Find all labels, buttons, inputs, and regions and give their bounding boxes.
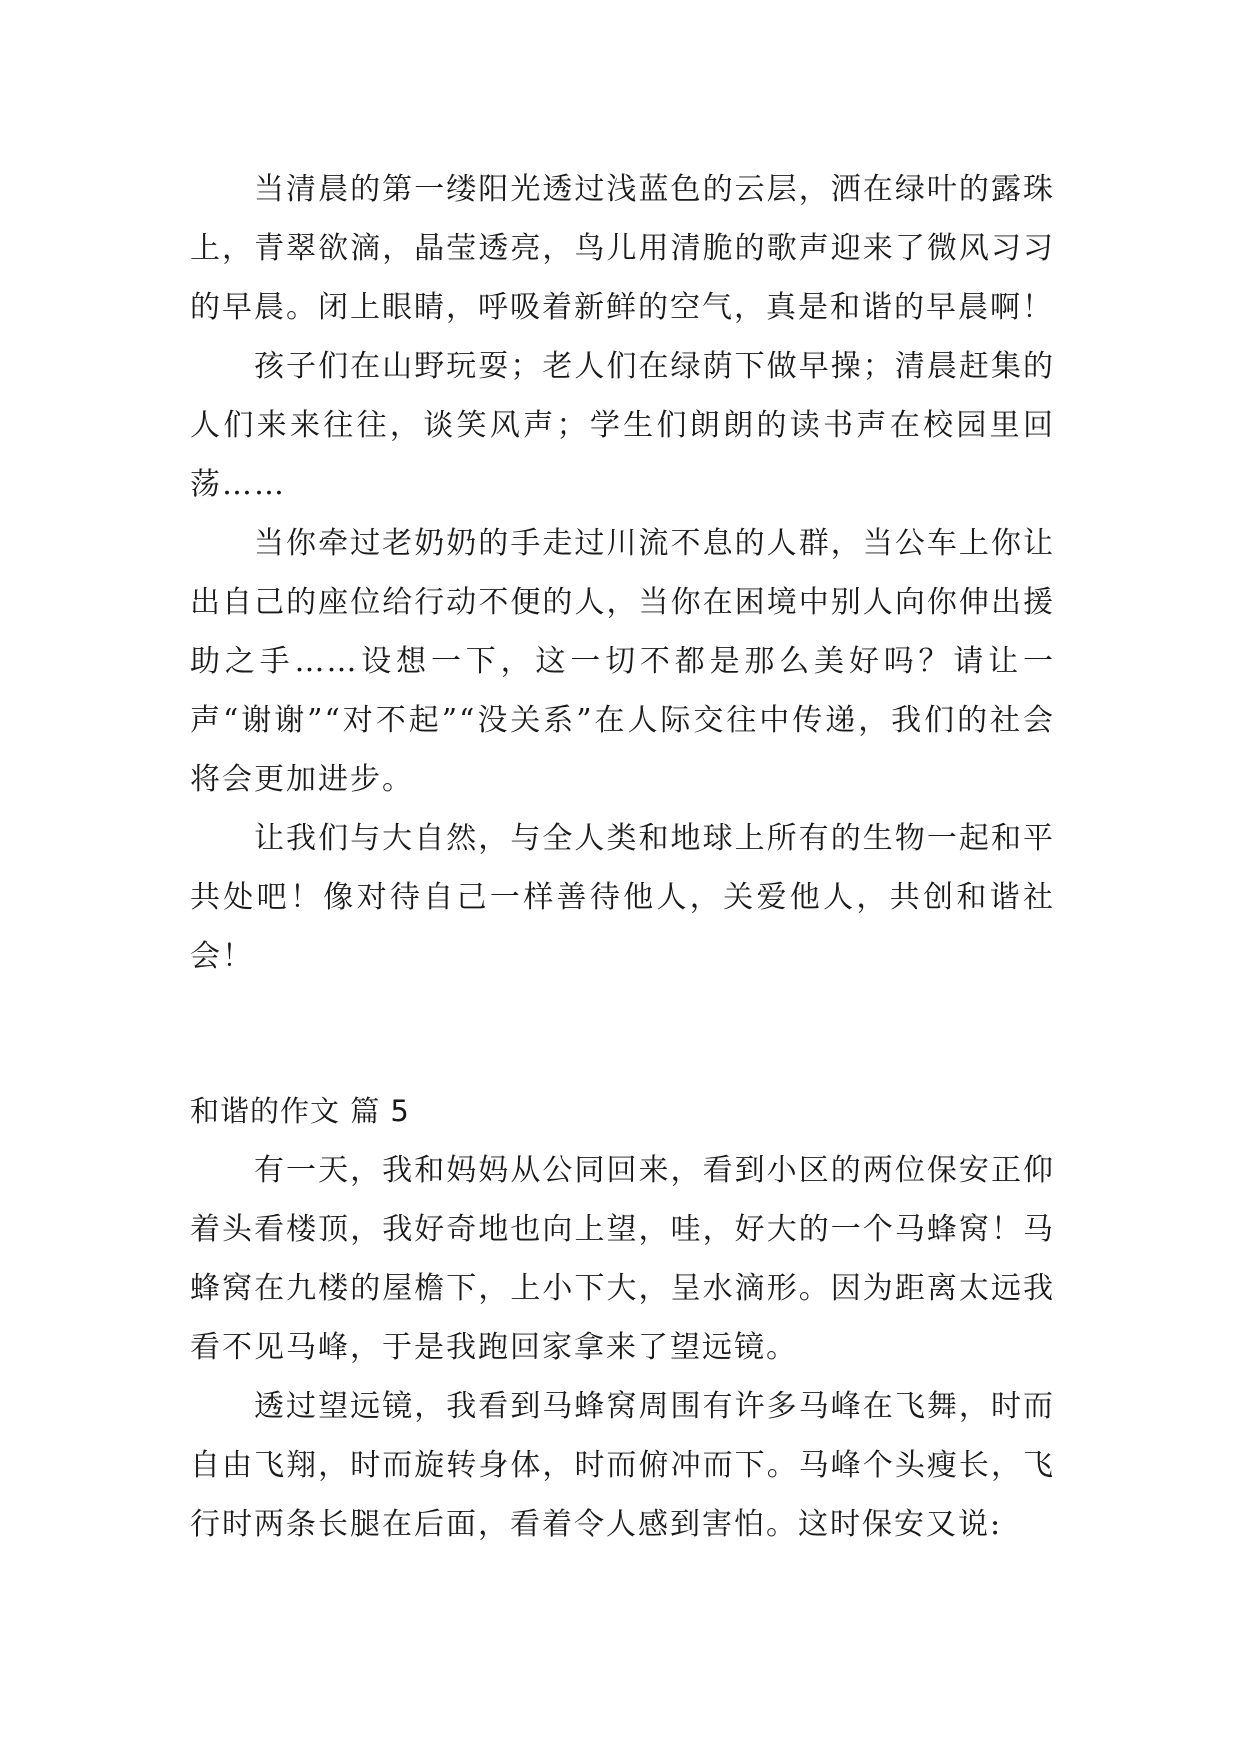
section-title: 和谐的作文 篇 5 (190, 1094, 410, 1128)
paragraph-activities: 孩子们在山野玩耍；老人们在绿荫下做早操；清晨赶集的人们来来往往，谈笑风声；学生们朗朗的读书声在校园里回荡…… (190, 349, 1055, 502)
paragraph-hornet-nest: 有一天，我和妈妈从公同回来，看到小区的两位保安正仰着头看楼顶，我好奇地也向上望，哇，好大的一个马蜂窝！马蜂窝在九楼的屋檐下，上小下大，呈水滴形。因为距离太远我看不见马峰，于是我跑回家拿来了望远镜。 (190, 1153, 1055, 1365)
document-body (190, 160, 1055, 1554)
paragraph-telescope: 透过望远镜，我看到马蜂窝周围有许多马峰在飞舞，时而自由飞翔，时而旋转身体，时而俯冲而下。马峰个头瘦长，飞行时两条长腿在后面，看着令人感到害怕。这时保安又说: (190, 1389, 1055, 1542)
paragraph-harmony-call: 让我们与大自然，与全人类和地球上所有的生物一起和平共处吧！像对待自己一样善待他人，关爱他人，共创和谐社会！ (190, 821, 1055, 974)
section-gap (190, 986, 1055, 1082)
paragraph-morning: 当清晨的第一缕阳光透过浅蓝色的云层，洒在绿叶的露珠上，青翠欲滴，晶莹透亮，鸟儿用清脆的歌声迎来了微风习习的早晨。闭上眼睛，呼吸着新鲜的空气，真是和谐的早晨啊！ (190, 172, 1055, 325)
paragraph-kindness: 当你牵过老奶奶的手走过川流不息的人群，当公车上你让出自己的座位给行动不便的人，当你在困境中别人向你伸出援助之手……设想一下，这一切不都是那么美好吗？请让一声“谢谢”“对不起”“没关系”在人际交往中传递，我们的社会将会更加进步。 (190, 526, 1055, 797)
